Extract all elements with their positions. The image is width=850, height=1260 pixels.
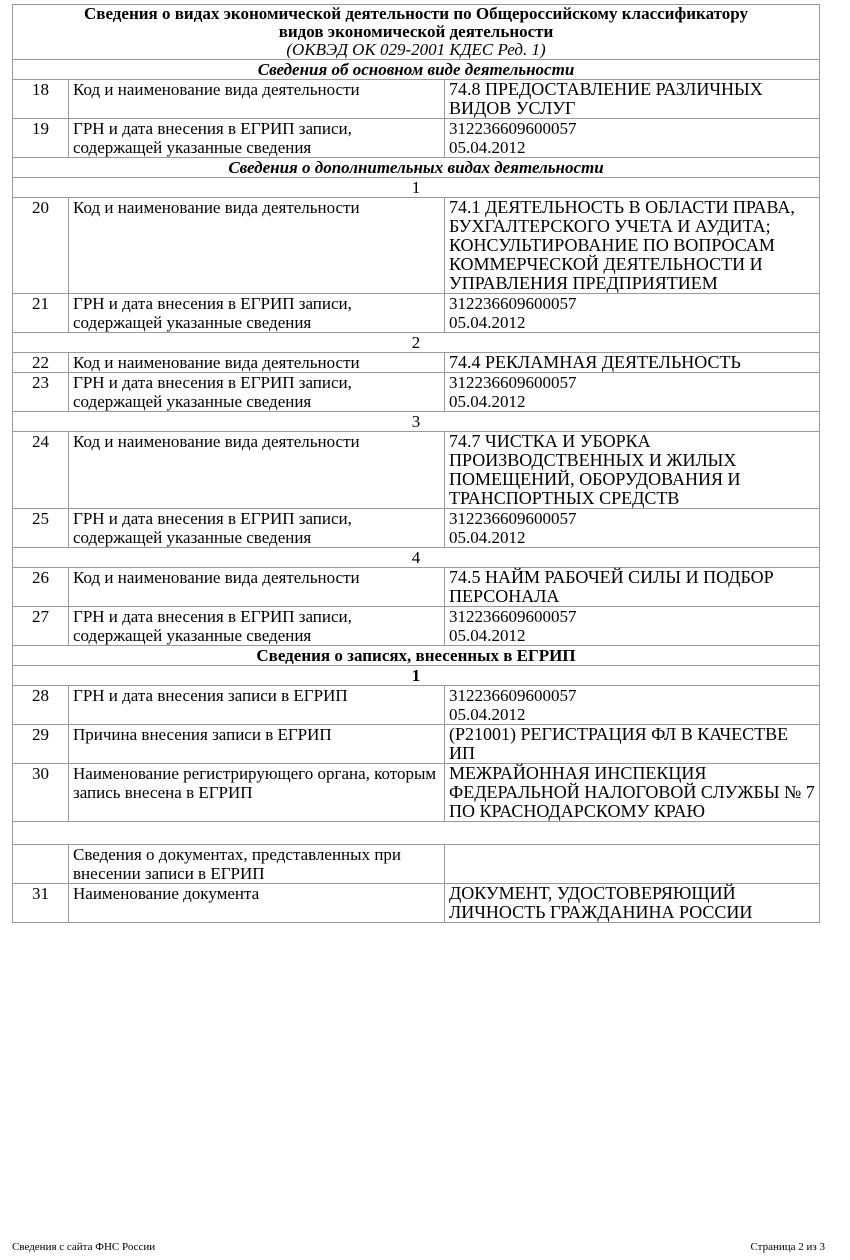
row-value: ДОКУМЕНТ, УДОСТОВЕРЯЮЩИЙ ЛИЧНОСТЬ ГРАЖДАНИНА РОССИИ [445, 884, 820, 923]
row-value [445, 845, 820, 884]
group-index: 1 [13, 666, 820, 686]
grn-value: 312236609600057 [449, 509, 577, 528]
okved-heading [13, 5, 820, 60]
date-value: 05.04.2012 [449, 313, 526, 332]
main-activity-section-title: Сведения об основном виде деятельности [13, 60, 820, 80]
row-label: Код и наименование вида деятельности [69, 80, 445, 119]
row-value: 74.8 ПРЕДОСТАВЛЕНИЕ РАЗЛИЧНЫХ ВИДОВ УСЛУГ [445, 80, 820, 119]
row-value: 74.1 ДЕЯТЕЛЬНОСТЬ В ОБЛАСТИ ПРАВА, БУХГАЛТЕРСКОГО УЧЕТА И АУДИТА; КОНСУЛЬТИРОВАНИЕ ПО ВОПРОСАМ КОММЕРЧЕСКОЙ ДЕЯТЕЛЬНОСТИ И УПРАВЛЕНИЯ ПРЕДПРИЯТИЕМ [445, 198, 820, 294]
row-value [445, 607, 820, 646]
table-row [13, 353, 820, 373]
section-row [13, 158, 820, 178]
group-index: 3 [13, 412, 820, 432]
row-number: 27 [13, 607, 69, 646]
row-number: 30 [13, 764, 69, 822]
heading-subtitle: (ОКВЭД ОК 029-2001 КДЕС Ред. 1) [286, 40, 546, 59]
table-row [13, 432, 820, 509]
row-label: ГРН и дата внесения в ЕГРИП записи, содержащей указанные сведения [69, 373, 445, 412]
row-label: Код и наименование вида деятельности [69, 432, 445, 509]
row-value [445, 373, 820, 412]
row-number: 19 [13, 119, 69, 158]
section-row [13, 646, 820, 666]
group-index: 1 [13, 178, 820, 198]
row-number: 26 [13, 568, 69, 607]
table-row [13, 568, 820, 607]
group-index: 2 [13, 333, 820, 353]
table-header-row [13, 5, 820, 60]
row-label: Код и наименование вида деятельности [69, 568, 445, 607]
group-row [13, 412, 820, 432]
row-value: 74.7 ЧИСТКА И УБОРКА ПРОИЗВОДСТВЕННЫХ И ЖИЛЫХ ПОМЕЩЕНИЙ, ОБОРУДОВАНИЯ И ТРАНСПОРТНЫХ СРЕДСТВ [445, 432, 820, 509]
row-label: ГРН и дата внесения в ЕГРИП записи, содержащей указанные сведения [69, 294, 445, 333]
row-number: 29 [13, 725, 69, 764]
row-value: МЕЖРАЙОННАЯ ИНСПЕКЦИЯ ФЕДЕРАЛЬНОЙ НАЛОГОВОЙ СЛУЖБЫ № 7 ПО КРАСНОДАРСКОМУ КРАЮ [445, 764, 820, 822]
empty-cell [13, 822, 820, 845]
group-index: 4 [13, 548, 820, 568]
row-label: Код и наименование вида деятельности [69, 353, 445, 373]
row-value: 74.4 РЕКЛАМНАЯ ДЕЯТЕЛЬНОСТЬ [445, 353, 820, 373]
row-value [445, 509, 820, 548]
row-value [445, 686, 820, 725]
section-row [13, 60, 820, 80]
table-row [13, 607, 820, 646]
group-row [13, 178, 820, 198]
heading-line-2: видов экономической деятельности [278, 22, 554, 41]
table-row [13, 294, 820, 333]
row-label: ГРН и дата внесения в ЕГРИП записи, содержащей указанные сведения [69, 509, 445, 548]
spacer-row [13, 822, 820, 845]
table-row [13, 80, 820, 119]
group-row [13, 666, 820, 686]
row-value: 74.5 НАЙМ РАБОЧЕЙ СИЛЫ И ПОДБОР ПЕРСОНАЛА [445, 568, 820, 607]
date-value: 05.04.2012 [449, 138, 526, 157]
grn-value: 312236609600057 [449, 119, 577, 138]
row-number: 22 [13, 353, 69, 373]
row-label: ГРН и дата внесения записи в ЕГРИП [69, 686, 445, 725]
table-row [13, 373, 820, 412]
egrip-activity-table [12, 4, 820, 923]
row-number: 24 [13, 432, 69, 509]
row-number: 20 [13, 198, 69, 294]
grn-value: 312236609600057 [449, 294, 577, 313]
date-value: 05.04.2012 [449, 392, 526, 411]
row-value: (Р21001) РЕГИСТРАЦИЯ ФЛ В КАЧЕСТВЕ ИП [445, 725, 820, 764]
footer-source: Сведения с сайта ФНС России [12, 1241, 156, 1253]
row-number: 23 [13, 373, 69, 412]
additional-activities-section-title: Сведения о дополнительных видах деятельности [13, 158, 820, 178]
footer-page-number: Страница 2 из 3 [750, 1241, 825, 1253]
table-row [13, 119, 820, 158]
row-label: ГРН и дата внесения в ЕГРИП записи, содержащей указанные сведения [69, 607, 445, 646]
table-row [13, 725, 820, 764]
grn-value: 312236609600057 [449, 373, 577, 392]
date-value: 05.04.2012 [449, 626, 526, 645]
row-label: Наименование документа [69, 884, 445, 923]
table-row [13, 884, 820, 923]
group-row [13, 333, 820, 353]
table-row [13, 198, 820, 294]
grn-value: 312236609600057 [449, 686, 577, 705]
row-number: 25 [13, 509, 69, 548]
grn-value: 312236609600057 [449, 607, 577, 626]
table-row [13, 764, 820, 822]
row-number: 18 [13, 80, 69, 119]
row-label: ГРН и дата внесения в ЕГРИП записи, содержащей указанные сведения [69, 119, 445, 158]
documents-label: Сведения о документах, представленных при внесении записи в ЕГРИП [69, 845, 445, 884]
row-number: 31 [13, 884, 69, 923]
row-label: Код и наименование вида деятельности [69, 198, 445, 294]
date-value: 05.04.2012 [449, 528, 526, 547]
table-row [13, 509, 820, 548]
row-value [445, 119, 820, 158]
row-number: 21 [13, 294, 69, 333]
row-number [13, 845, 69, 884]
table-row [13, 686, 820, 725]
row-label: Наименование регистрирующего органа, которым запись внесена в ЕГРИП [69, 764, 445, 822]
heading-line-1: Сведения о видах экономической деятельности по Общероссийскому классификатору [84, 4, 748, 23]
table-row [13, 845, 820, 884]
row-number: 28 [13, 686, 69, 725]
row-value [445, 294, 820, 333]
records-section-title: Сведения о записях, внесенных в ЕГРИП [13, 646, 820, 666]
group-row [13, 548, 820, 568]
row-label: Причина внесения записи в ЕГРИП [69, 725, 445, 764]
date-value: 05.04.2012 [449, 705, 526, 724]
